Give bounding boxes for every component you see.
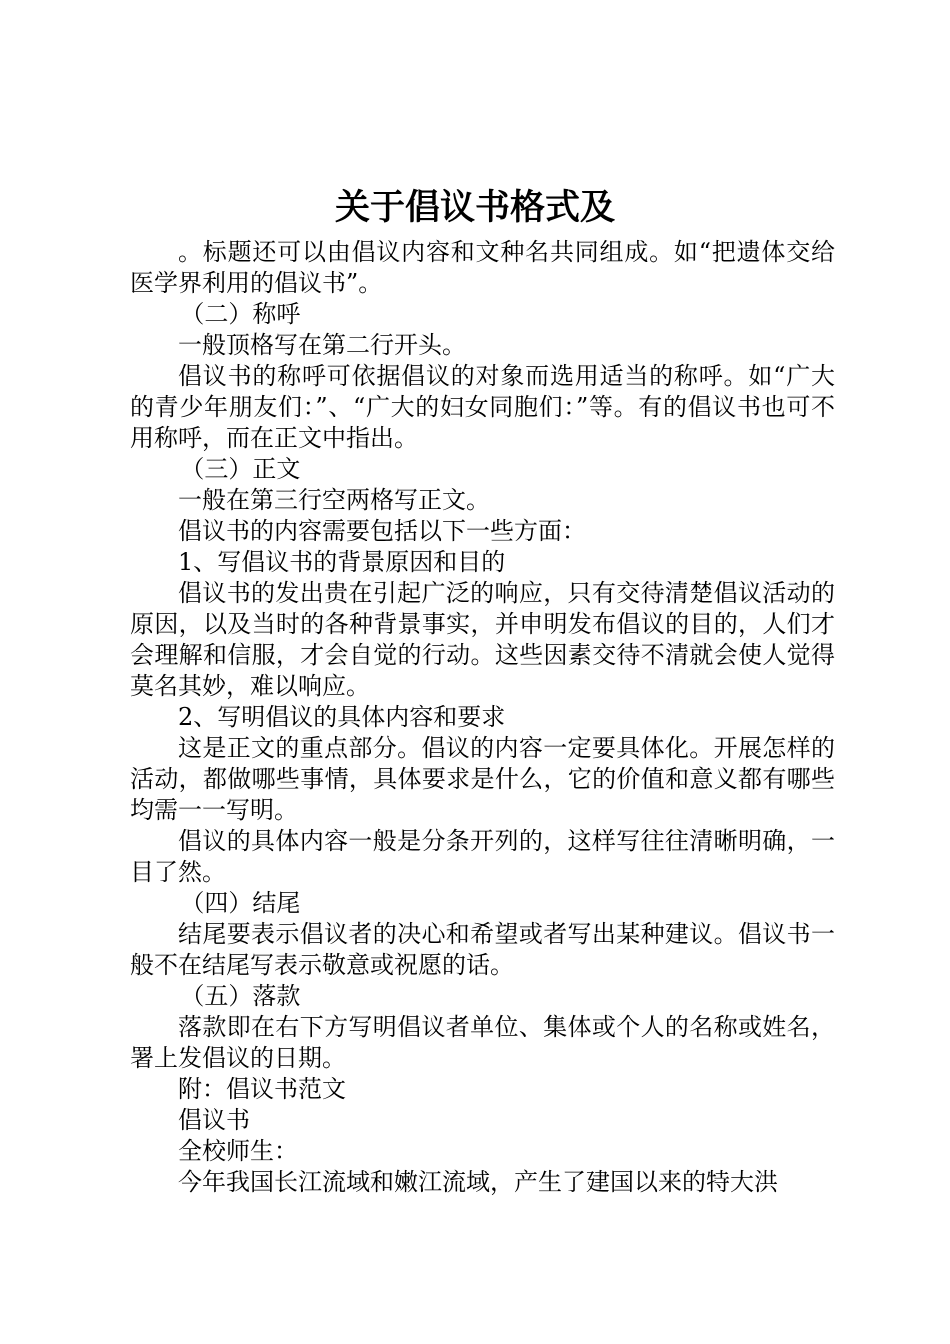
paragraph: 倡议书的内容需要包括以下一些方面： bbox=[178, 517, 586, 545]
paragraph: 倡议书的发出贵在引起广泛的响应，只有交待清楚倡议活动的原因，以及当时的各种背景事实，并申明发布倡议的目的，人们才会理解和信服，才会自觉的行动。这些因素交待不清就会使人觉得莫名其妙，难以响应。 bbox=[130, 579, 835, 700]
section-heading-salutation: （二）称呼 bbox=[180, 300, 301, 328]
paragraph: 结尾要表示倡议者的决心和希望或者写出某种建议。倡议书一般不在结尾写表示敬意或祝愿的话。 bbox=[130, 920, 835, 979]
sample-title: 倡议书 bbox=[178, 1106, 250, 1134]
section-heading-signature: （五）落款 bbox=[180, 982, 301, 1010]
paragraph: 倡议书的称呼可依据倡议的对象而选用适当的称呼。如“广大的青少年朋友们：”、“广大的妇女同胞们：”等。有的倡议书也可不用称呼，而在正文中指出。 bbox=[130, 362, 835, 452]
section-heading-ending: （四）结尾 bbox=[180, 889, 301, 917]
paragraph: 倡议的具体内容一般是分条开列的，这样写往往清晰明确，一目了然。 bbox=[130, 827, 835, 886]
subheading: 2、写明倡议的具体内容和要求 bbox=[178, 703, 506, 731]
document-body bbox=[130, 237, 835, 1198]
subheading: 1、写倡议书的背景原因和目的 bbox=[178, 548, 506, 576]
paragraph: 落款即在右下方写明倡议者单位、集体或个人的名称或姓名，署上发倡议的日期。 bbox=[130, 1013, 835, 1072]
section-heading-body: （三）正文 bbox=[180, 455, 301, 483]
document-title: 关于倡议书格式及 bbox=[334, 188, 615, 228]
sample-salutation: 全校师生： bbox=[178, 1137, 298, 1165]
appendix-label: 附：倡议书范文 bbox=[178, 1075, 346, 1103]
paragraph: 这是正文的重点部分。倡议的内容一定要具体化。开展怎样的活动，都做哪些事情，具体要求是什么，它的价值和意义都有哪些均需一一写明。 bbox=[130, 734, 835, 824]
paragraph: 一般在第三行空两格写正文。 bbox=[178, 486, 490, 514]
paragraph-intro: 。标题还可以由倡议内容和文种名共同组成。如“把遗体交给医学界利用的倡议书”。 bbox=[130, 238, 835, 297]
paragraph: 一般顶格写在第二行开头。 bbox=[178, 331, 466, 359]
paragraph: 今年我国长江流域和嫩江流域，产生了建国以来的特大洪 bbox=[178, 1168, 778, 1196]
